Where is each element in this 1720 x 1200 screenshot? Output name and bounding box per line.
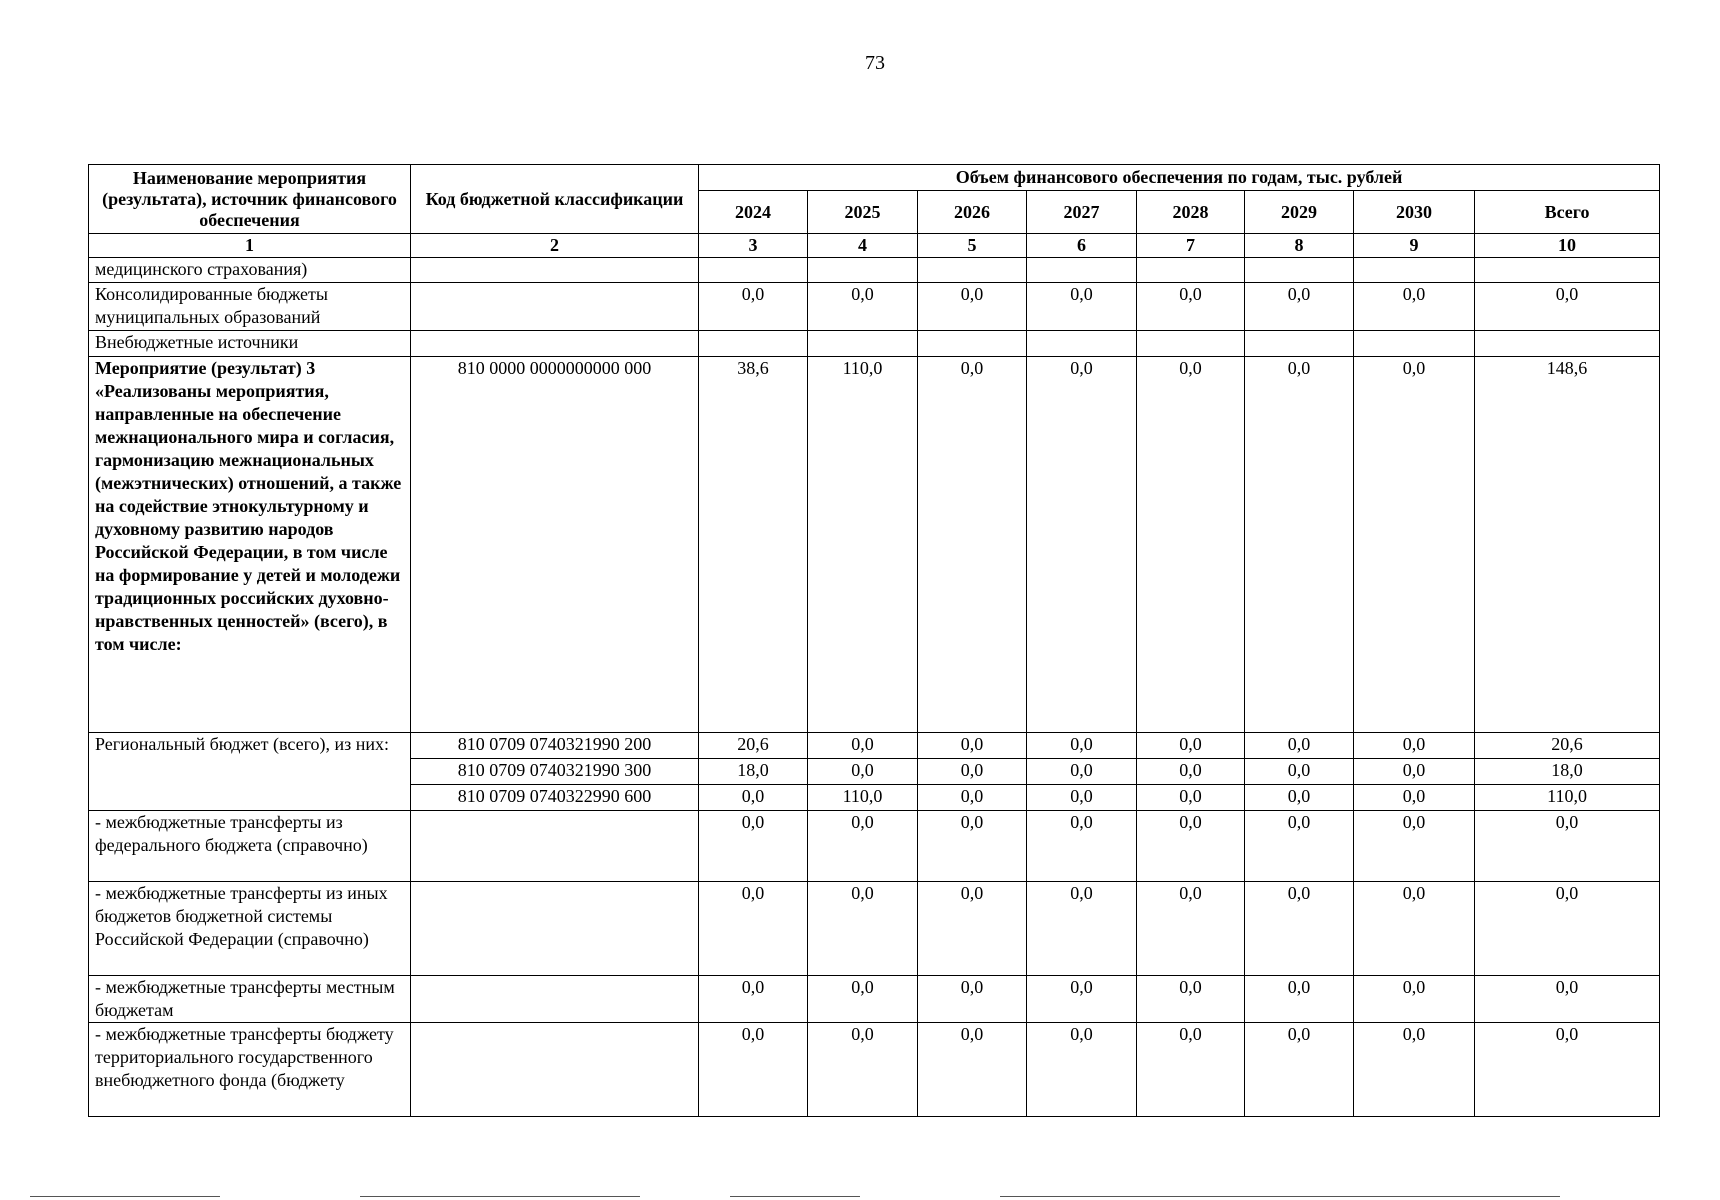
value-cell: 0,0 — [1354, 785, 1475, 811]
column-index: 4 — [808, 234, 918, 258]
column-index: 1 — [89, 234, 411, 258]
row-code: 810 0709 0740321990 200 — [411, 733, 699, 759]
value-cell: 0,0 — [1137, 785, 1245, 811]
value-cell: 0,0 — [808, 811, 918, 882]
value-cell: 0,0 — [1354, 976, 1475, 1023]
table-row — [89, 357, 1660, 733]
value-cell: 0,0 — [808, 759, 918, 785]
value-cell: 0,0 — [1027, 733, 1137, 759]
value-cell: 0,0 — [1027, 1023, 1137, 1117]
value-cell: 0,0 — [808, 283, 918, 331]
value-cell: 0,0 — [1245, 1023, 1354, 1117]
value-cell: 0,0 — [1354, 882, 1475, 976]
row-name: - межбюджетные трансферты из федерального бюджета (справочно) — [89, 811, 411, 882]
row-name: Региональный бюджет (всего), из них: — [89, 733, 411, 811]
value-cell: 0,0 — [1137, 357, 1245, 733]
row-code — [411, 811, 699, 882]
row-code — [411, 976, 699, 1023]
column-index: 5 — [918, 234, 1027, 258]
value-cell: 0,0 — [808, 1023, 918, 1117]
value-cell: 0,0 — [1137, 283, 1245, 331]
value-cell: 0,0 — [1354, 357, 1475, 733]
value-cell: 0,0 — [918, 357, 1027, 733]
table-row — [89, 882, 1660, 976]
row-name: Внебюджетные источники — [89, 331, 411, 357]
row-name: Консолидированные бюджеты муниципальных образований — [89, 283, 411, 331]
value-cell: 110,0 — [1475, 785, 1660, 811]
value-cell: 0,0 — [699, 811, 808, 882]
value-cell: 0,0 — [1475, 976, 1660, 1023]
measure-name: Мероприятие (результат) 3 «Реализованы мероприятия, направленные на обеспечение межнационального мира и согласия, гармонизацию межнациональных (межэтнических) отношений, а также на содействие этнокультурному и духовному развитию народов Российской Федерации, в том числе на формирование у детей и молодежи традиционных российских духовно-нравственных ценностей» (всего), в том числе: — [89, 357, 411, 733]
value-cell: 110,0 — [808, 357, 918, 733]
header-name: Наименование мероприятия (результата), источник финансового обеспечения — [89, 165, 411, 234]
value-cell: 0,0 — [1137, 811, 1245, 882]
row-code — [411, 882, 699, 976]
page-edge-rule — [730, 1196, 860, 1197]
value-cell: 110,0 — [808, 785, 918, 811]
header-code: Код бюджетной классификации — [411, 165, 699, 234]
value-cell: 20,6 — [699, 733, 808, 759]
column-index: 10 — [1475, 234, 1660, 258]
year-2024: 2024 — [699, 191, 808, 234]
year-2026: 2026 — [918, 191, 1027, 234]
value-cell: 18,0 — [1475, 759, 1660, 785]
value-cell: 0,0 — [1137, 733, 1245, 759]
row-code: 810 0709 0740322990 600 — [411, 785, 699, 811]
value-cell: 20,6 — [1475, 733, 1660, 759]
year-total: Всего — [1475, 191, 1660, 234]
value-cell: 0,0 — [1137, 1023, 1245, 1117]
value-cell: 0,0 — [918, 759, 1027, 785]
value-cell: 0,0 — [1245, 733, 1354, 759]
value-cell: 0,0 — [1245, 882, 1354, 976]
value-cell: 38,6 — [699, 357, 808, 733]
value-cell: 0,0 — [699, 283, 808, 331]
value-cell: 18,0 — [699, 759, 808, 785]
row-name: - межбюджетные трансферты из иных бюджетов бюджетной системы Российской Федерации (справочно) — [89, 882, 411, 976]
value-cell: 0,0 — [699, 882, 808, 976]
value-cell: 0,0 — [1137, 976, 1245, 1023]
page-edge-rule — [360, 1196, 640, 1197]
value-cell: 0,0 — [918, 1023, 1027, 1117]
value-cell: 0,0 — [1245, 357, 1354, 733]
value-cell: 0,0 — [808, 733, 918, 759]
row-name: - межбюджетные трансферты бюджету территориального государственного внебюджетного фонда (бюджету — [89, 1023, 411, 1117]
row-code — [411, 283, 699, 331]
value-cell: 0,0 — [1027, 882, 1137, 976]
value-cell: 0,0 — [699, 976, 808, 1023]
value-cell: 0,0 — [699, 785, 808, 811]
table-row — [89, 283, 1660, 331]
row-code — [411, 1023, 699, 1117]
column-index-row — [89, 234, 1660, 258]
value-cell: 0,0 — [1027, 357, 1137, 733]
value-cell: 0,0 — [1475, 1023, 1660, 1117]
value-cell: 0,0 — [918, 785, 1027, 811]
table-row — [89, 331, 1660, 357]
value-cell: 0,0 — [699, 1023, 808, 1117]
column-index: 9 — [1354, 234, 1475, 258]
value-cell: 0,0 — [1354, 811, 1475, 882]
value-cell: 0,0 — [1354, 759, 1475, 785]
year-2028: 2028 — [1137, 191, 1245, 234]
value-cell: 0,0 — [1027, 976, 1137, 1023]
value-cell: 0,0 — [1137, 759, 1245, 785]
value-cell: 0,0 — [1137, 882, 1245, 976]
value-cell: 0,0 — [918, 882, 1027, 976]
row-name: медицинского страхования) — [89, 258, 411, 283]
table-row — [89, 258, 1660, 283]
value-cell: 0,0 — [918, 811, 1027, 882]
value-cell: 0,0 — [1027, 811, 1137, 882]
year-2025: 2025 — [808, 191, 918, 234]
value-cell: 0,0 — [918, 283, 1027, 331]
year-2030: 2030 — [1354, 191, 1475, 234]
value-cell: 0,0 — [918, 733, 1027, 759]
value-cell: 0,0 — [1027, 759, 1137, 785]
column-index: 7 — [1137, 234, 1245, 258]
year-2029: 2029 — [1245, 191, 1354, 234]
row-code: 810 0709 0740321990 300 — [411, 759, 699, 785]
column-index: 8 — [1245, 234, 1354, 258]
column-index: 2 — [411, 234, 699, 258]
page-number: 73 — [865, 52, 885, 74]
value-cell: 148,6 — [1475, 357, 1660, 733]
table-row — [89, 733, 1660, 759]
value-cell: 0,0 — [808, 976, 918, 1023]
value-cell: 0,0 — [1475, 882, 1660, 976]
value-cell: 0,0 — [1245, 811, 1354, 882]
row-name: - межбюджетные трансферты местным бюджетам — [89, 976, 411, 1023]
column-index: 3 — [699, 234, 808, 258]
header-row — [89, 165, 1660, 191]
value-cell: 0,0 — [1245, 283, 1354, 331]
table-row — [89, 811, 1660, 882]
value-cell: 0,0 — [1354, 283, 1475, 331]
value-cell: 0,0 — [808, 882, 918, 976]
value-cell: 0,0 — [918, 976, 1027, 1023]
value-cell: 0,0 — [1354, 733, 1475, 759]
row-code: 810 0000 0000000000 000 — [411, 357, 699, 733]
value-cell: 0,0 — [1475, 811, 1660, 882]
value-cell: 0,0 — [1027, 785, 1137, 811]
value-cell: 0,0 — [1245, 759, 1354, 785]
table-row — [89, 1023, 1660, 1117]
year-2027: 2027 — [1027, 191, 1137, 234]
value-cell: 0,0 — [1245, 976, 1354, 1023]
value-cell: 0,0 — [1245, 785, 1354, 811]
value-cell: 0,0 — [1354, 1023, 1475, 1117]
financing-table — [88, 164, 1660, 1117]
header-volume: Объем финансового обеспечения по годам, тыс. рублей — [699, 165, 1660, 191]
value-cell: 0,0 — [1027, 283, 1137, 331]
page-edge-rule — [1000, 1196, 1560, 1197]
table-row — [89, 976, 1660, 1023]
column-index: 6 — [1027, 234, 1137, 258]
page-edge-rule — [30, 1196, 220, 1197]
value-cell: 0,0 — [1475, 283, 1660, 331]
